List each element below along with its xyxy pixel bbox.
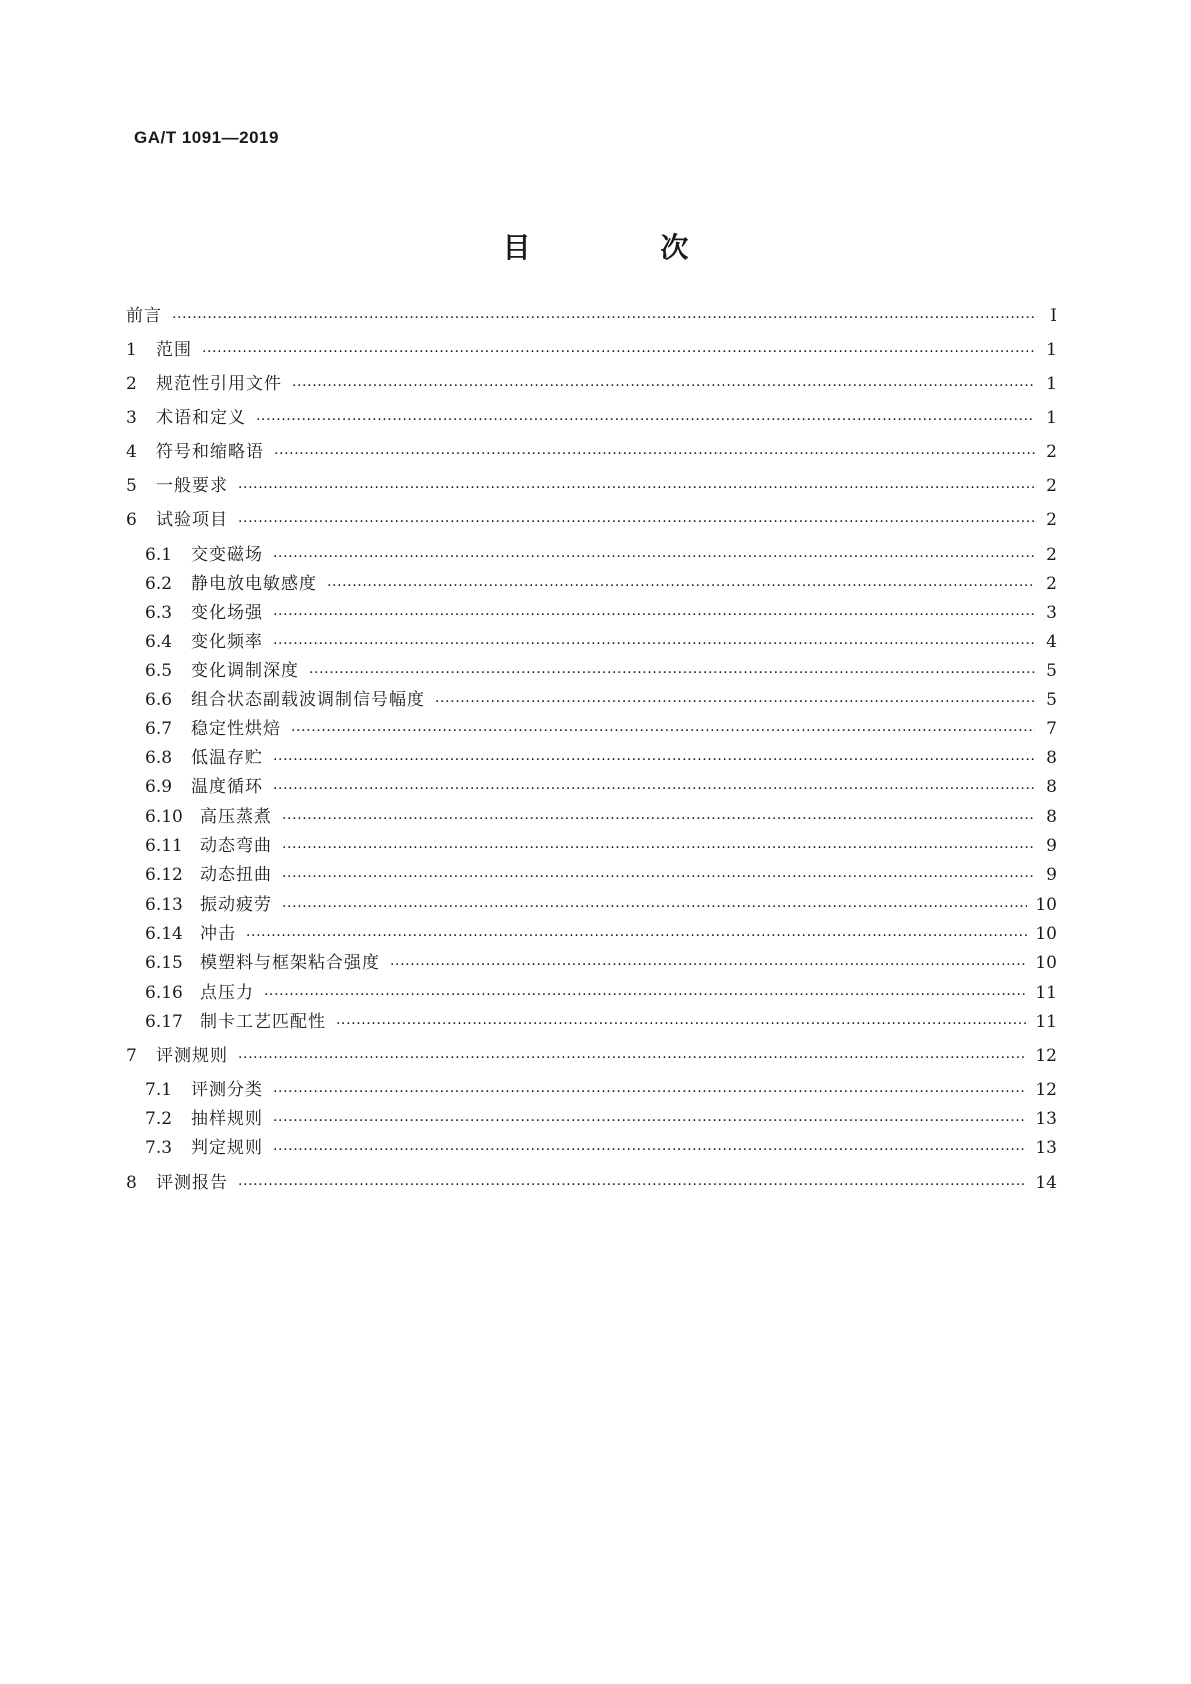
toc-entry[interactable] xyxy=(145,834,1057,858)
dot-leader xyxy=(309,659,1035,683)
toc-entry[interactable] xyxy=(145,775,1057,799)
toc-entry-page: 4 xyxy=(1046,632,1057,652)
toc-entry-page: 8 xyxy=(1046,807,1057,827)
document-code: GA/T 1091—2019 xyxy=(134,128,279,147)
toc-entry-page: 9 xyxy=(1046,836,1057,856)
dot-leader xyxy=(282,805,1035,829)
toc-entry-page: 3 xyxy=(1046,603,1057,623)
toc-entry-title: 动态弯曲 xyxy=(200,836,272,856)
toc-entry-number: 7.2 xyxy=(145,1109,173,1129)
dot-leader xyxy=(327,572,1035,596)
toc-entry-number: 5 xyxy=(126,476,137,496)
toc-entry-title: 前言 xyxy=(126,306,162,326)
toc-entry-number: 3 xyxy=(126,408,137,428)
dot-leader xyxy=(291,717,1035,741)
dot-leader xyxy=(264,981,1027,1005)
toc-entry-title: 评测规则 xyxy=(156,1046,228,1066)
toc-entry-title: 交变磁场 xyxy=(191,545,263,565)
toc-entry-title: 评测分类 xyxy=(191,1080,263,1100)
dot-leader xyxy=(273,1107,1027,1131)
toc-entry-title: 变化频率 xyxy=(191,632,263,652)
toc-entry-title: 高压蒸煮 xyxy=(200,807,272,827)
toc-entry-number: 6.6 xyxy=(145,690,173,710)
dot-leader xyxy=(273,746,1035,770)
toc-entry-number: 6.13 xyxy=(145,895,183,915)
toc-entry[interactable] xyxy=(126,338,1057,362)
dot-leader xyxy=(273,1078,1027,1102)
toc-entry[interactable] xyxy=(145,1010,1057,1034)
toc-entry-page: 1 xyxy=(1046,408,1057,428)
toc-entry-title: 变化调制深度 xyxy=(191,661,299,681)
toc-entry-page: 7 xyxy=(1046,719,1057,739)
toc-entry-page: 1 xyxy=(1046,340,1057,360)
toc-entry-number: 4 xyxy=(126,442,137,462)
toc-entry-title: 温度循环 xyxy=(191,777,263,797)
toc-entry-number: 6.9 xyxy=(145,777,173,797)
toc-entry[interactable] xyxy=(145,805,1057,829)
toc-entry[interactable] xyxy=(145,688,1057,712)
dot-leader xyxy=(273,1136,1027,1160)
toc-entry-title: 判定规则 xyxy=(191,1138,263,1158)
toc-entry[interactable] xyxy=(145,922,1057,946)
dot-leader xyxy=(435,688,1035,712)
toc-entry-page: 2 xyxy=(1046,510,1057,530)
toc-entry-number: 6.14 xyxy=(145,924,183,944)
toc-entry-number: 6.8 xyxy=(145,748,173,768)
toc-entry-page: 2 xyxy=(1046,574,1057,594)
toc-entry[interactable] xyxy=(126,406,1057,430)
toc-entry-page: 1 xyxy=(1046,374,1057,394)
toc-entry-page: 11 xyxy=(1035,983,1057,1003)
toc-entry[interactable] xyxy=(145,543,1057,567)
toc-entry-number: 7.3 xyxy=(145,1138,173,1158)
toc-entry-page: 5 xyxy=(1046,661,1057,681)
dot-leader xyxy=(273,775,1035,799)
toc-entry[interactable] xyxy=(126,474,1057,498)
toc-entry-page: 8 xyxy=(1046,777,1057,797)
toc-entry[interactable] xyxy=(126,508,1057,532)
dot-leader xyxy=(273,601,1035,625)
toc-entry-title: 点压力 xyxy=(200,983,254,1003)
toc-entry[interactable] xyxy=(145,1107,1057,1131)
toc-entry-title: 变化场强 xyxy=(191,603,263,623)
toc-entry-title: 范围 xyxy=(156,340,192,360)
toc-entry-title: 制卡工艺匹配性 xyxy=(200,1012,326,1032)
dot-leader xyxy=(246,922,1027,946)
toc-entry-page: 12 xyxy=(1035,1080,1057,1100)
toc-entry-title: 低温存贮 xyxy=(191,748,263,768)
dot-leader xyxy=(273,630,1035,654)
toc-entry[interactable] xyxy=(126,440,1057,464)
toc-entry-title: 稳定性烘焙 xyxy=(191,719,281,739)
toc-entry-number: 6.3 xyxy=(145,603,173,623)
toc-entry-title: 振动疲劳 xyxy=(200,895,272,915)
page-title: 目 次 xyxy=(502,231,749,264)
toc-entry[interactable] xyxy=(145,951,1057,975)
toc-entry-number: 6.4 xyxy=(145,632,173,652)
dot-leader xyxy=(336,1010,1027,1034)
toc-entry-number: 6 xyxy=(126,510,137,530)
dot-leader xyxy=(238,508,1035,532)
dot-leader xyxy=(282,893,1027,917)
toc-entry-number: 6.11 xyxy=(145,836,183,856)
toc-entry-number: 6.12 xyxy=(145,865,183,885)
toc-entry-number: 6.1 xyxy=(145,545,173,565)
toc-entry[interactable] xyxy=(126,304,1057,328)
toc-entry[interactable] xyxy=(145,659,1057,683)
toc-entry-number: 6.10 xyxy=(145,807,183,827)
toc-entry[interactable] xyxy=(145,863,1057,887)
dot-leader xyxy=(282,863,1035,887)
toc-entry[interactable] xyxy=(126,1044,1057,1068)
toc-entry[interactable] xyxy=(145,717,1057,741)
dot-leader xyxy=(273,543,1035,567)
toc-entry-title: 符号和缩略语 xyxy=(156,442,264,462)
toc-entry[interactable] xyxy=(145,572,1057,596)
toc-entry[interactable] xyxy=(145,1078,1057,1102)
dot-leader xyxy=(256,406,1035,430)
toc-entry-number: 2 xyxy=(126,374,137,394)
dot-leader xyxy=(274,440,1035,464)
toc-entry-page: 2 xyxy=(1046,545,1057,565)
toc-entry-number: 6.17 xyxy=(145,1012,183,1032)
toc-entry-page: 14 xyxy=(1035,1173,1057,1193)
dot-leader xyxy=(390,951,1027,975)
toc-entry-number: 6.15 xyxy=(145,953,183,973)
toc-entry-page: 10 xyxy=(1035,895,1057,915)
toc-entry[interactable] xyxy=(126,372,1057,396)
toc-entry-page: 2 xyxy=(1046,442,1057,462)
dot-leader xyxy=(202,338,1035,362)
toc-entry-number: 8 xyxy=(126,1173,137,1193)
toc-entry-page: 12 xyxy=(1035,1046,1057,1066)
toc-entry-page: 11 xyxy=(1035,1012,1057,1032)
toc-entry[interactable] xyxy=(145,1136,1057,1160)
toc-entry-title: 抽样规则 xyxy=(191,1109,263,1129)
toc-entry-number: 6.2 xyxy=(145,574,173,594)
toc-entry-page: Ⅰ xyxy=(1050,306,1057,326)
toc-entry-title: 试验项目 xyxy=(156,510,228,530)
toc-entry-number: 1 xyxy=(126,340,137,360)
toc-entry-title: 规范性引用文件 xyxy=(156,374,282,394)
toc-entry-title: 冲击 xyxy=(200,924,236,944)
toc-entry-title: 评测报告 xyxy=(156,1173,228,1193)
dot-leader xyxy=(292,372,1035,396)
toc-entry-page: 10 xyxy=(1035,953,1057,973)
toc-entry-number: 6.5 xyxy=(145,661,173,681)
toc-entry-page: 9 xyxy=(1046,865,1057,885)
toc-entry[interactable] xyxy=(145,981,1057,1005)
dot-leader xyxy=(238,474,1035,498)
toc-entry-number: 7 xyxy=(126,1046,137,1066)
toc-entry-title: 组合状态副载波调制信号幅度 xyxy=(191,690,425,710)
toc-entry[interactable] xyxy=(145,746,1057,770)
toc-entry-number: 7.1 xyxy=(145,1080,173,1100)
toc-entry-title: 术语和定义 xyxy=(156,408,246,428)
toc-entry-page: 8 xyxy=(1046,748,1057,768)
toc-entry[interactable] xyxy=(145,893,1057,917)
toc-entry-number: 6.16 xyxy=(145,983,183,1003)
dot-leader xyxy=(238,1044,1027,1068)
toc-entry-title: 一般要求 xyxy=(156,476,228,496)
toc-entry[interactable] xyxy=(145,630,1057,654)
toc-entry-page: 13 xyxy=(1035,1109,1057,1129)
dot-leader xyxy=(282,834,1035,858)
dot-leader xyxy=(238,1171,1027,1195)
toc-entry-title: 静电放电敏感度 xyxy=(191,574,317,594)
toc-entry[interactable] xyxy=(145,601,1057,625)
toc-entry-title: 动态扭曲 xyxy=(200,865,272,885)
toc-entry[interactable] xyxy=(126,1171,1057,1195)
toc-entry-title: 模塑料与框架粘合强度 xyxy=(200,953,380,973)
dot-leader xyxy=(172,304,1035,328)
toc-entry-page: 5 xyxy=(1046,690,1057,710)
toc-entry-page: 2 xyxy=(1046,476,1057,496)
toc-entry-page: 10 xyxy=(1035,924,1057,944)
toc-entry-page: 13 xyxy=(1035,1138,1057,1158)
toc-entry-number: 6.7 xyxy=(145,719,173,739)
